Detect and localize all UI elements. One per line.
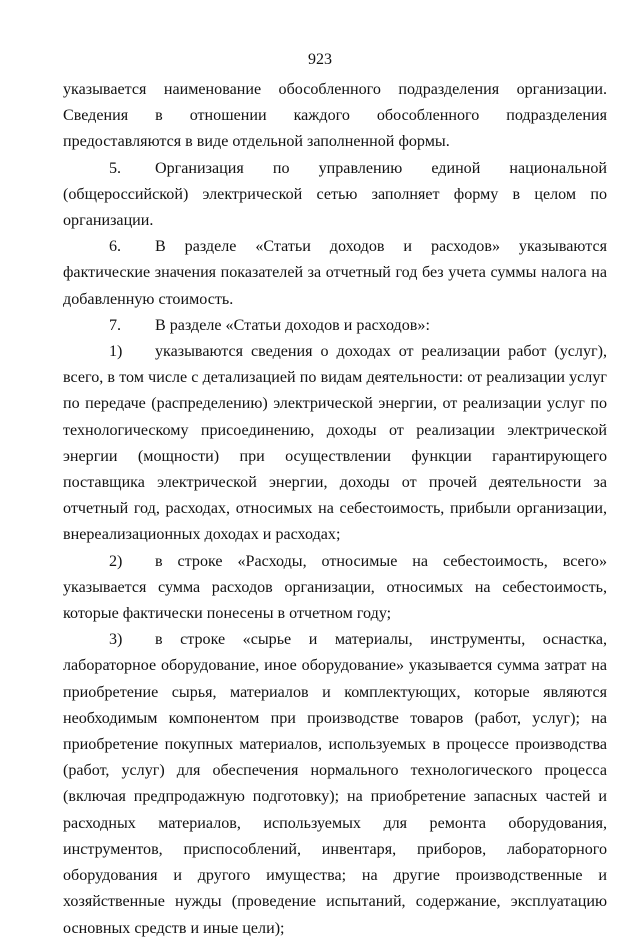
page-number: 923 (308, 51, 332, 68)
paragraph-text: указываются сведения о доходах от реализации работ (услуг), всего, в том числе с детализацией по видам деятельности: от реализации услуг по передаче (распределению) электрической энергии, от реализации услуг по технологическому присоединению, доходы от реализации электрической энергии (мощности) при осуществлении функции гарантирующего поставщика электрической энергии, доходы от прочей деятельности за отчетный год, расходах, относимых на себестоимость, прибыли организации, внереализационных доходах и расходах; (63, 343, 607, 544)
paragraph-6 (63, 234, 607, 313)
paragraph-text: В разделе «Статьи доходов и расходов»: (155, 316, 430, 334)
paragraph-text: В разделе «Статьи доходов и расходов» указываются фактические значения показателей за отчетный год без учета суммы налога на добавленную стоимость. (63, 238, 607, 308)
subparagraph-3 (63, 627, 607, 941)
paragraph-5 (63, 156, 607, 235)
subparagraph-1 (63, 339, 607, 549)
paragraph-number: 7. (109, 316, 122, 334)
paragraph-text: в строке «Расходы, относимые на себестоимость, всего» указывается сумма расходов организации, относимых на себестоимость, которые фактически понесены в отчетном году; (63, 552, 607, 623)
paragraph-text: указывается наименование обособленного подразделения организации. Сведения в отношении каждого обособленного подразделения предоставляются в виде отдельной заполненной формы. (63, 81, 607, 151)
paragraph-continuation (63, 77, 607, 156)
paragraph-number: 2) (109, 552, 123, 570)
paragraph-text: в строке «сырье и материалы, инструменты, оснастка, лабораторное оборудование, иное оборудование» указывается сумма затрат на приобретение сырья, материалов и комплектующих, которые являются необходимым компонентом при производстве товаров (работ, услуг); на приобретение покупных материалов, используемых в процессе производства (работ, услуг) для обеспечения нормального технологического процесса (включая предпродажную подготовку); на приобретение запасных частей и расходных материалов, используемых для ремонта оборудования, инструментов, приспособлений, инвентаря, приборов, лабораторного оборудования и другого имущества; на другие производственные и хозяйственные нужды (проведение испытаний, содержание, эксплуатацию основных средств и иные цели); (63, 631, 607, 937)
paragraph-number: 1) (109, 343, 123, 361)
document-body (63, 77, 607, 942)
subparagraph-2 (63, 549, 607, 628)
paragraph-number: 6. (109, 238, 122, 256)
paragraph-7 (63, 313, 607, 339)
paragraph-number: 5. (109, 159, 122, 177)
paragraph-number: 3) (109, 631, 123, 649)
paragraph-text: Организация по управлению единой национальной (общероссийской) электрической сетью заполняет форму в целом по организации. (63, 159, 607, 230)
